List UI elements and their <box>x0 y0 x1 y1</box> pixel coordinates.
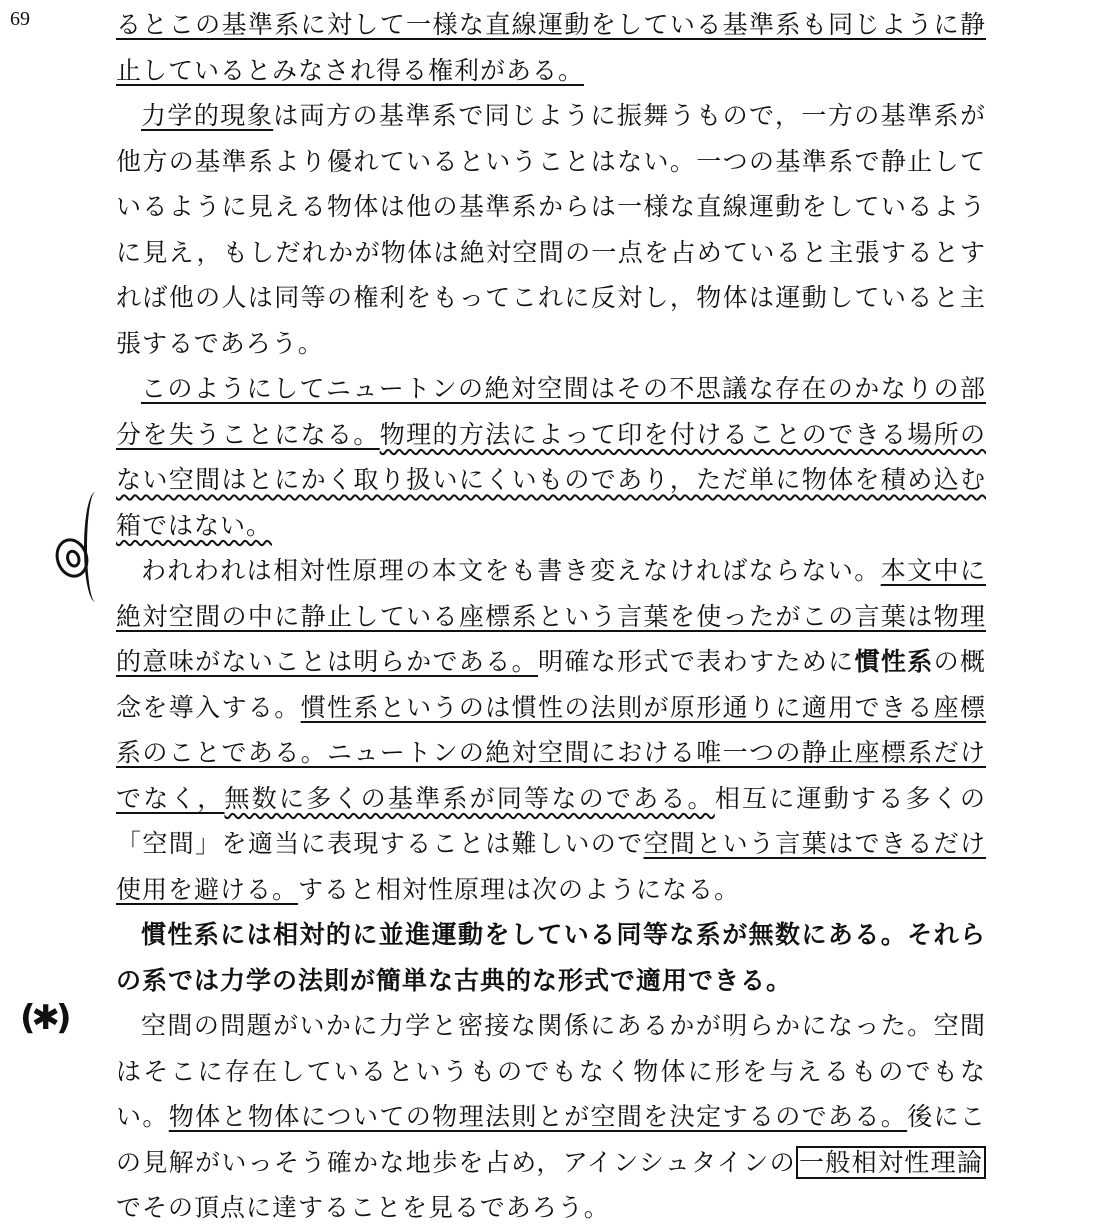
paragraph <box>116 2 986 93</box>
underlined-text: 本文中に絶対空間の中に静止している座標系という言葉を使ったがこの言葉は物理的意味がないことは明らかである。 <box>116 556 986 676</box>
paragraph <box>116 1003 986 1231</box>
underlined-text: 空間という言葉はできるだけ使用を避ける。 <box>116 829 986 904</box>
boxed-term: 一般相対性理論 <box>796 1146 986 1179</box>
paragraph <box>116 93 986 366</box>
text-segment: は両方の基準系で同じように振舞うもので，一方の基準系が他方の基準系より優れているということはない。一つの基準系で静止しているように見える物体は他の基準系からは一様な直線運動をしているように見え，もしだれかが物体は絶対空間の一点を占めていると主張するとすれば他の人は同等の権利をもってこれに反対し，物体は運動していると主張するであろう。 <box>116 101 986 358</box>
wavy-underlined-text: 物理的方法によって印を付けることのできる場所のない空間はとにかく取り扱いにくいものであり，ただ単に物体を積め込む箱ではない。 <box>116 419 986 540</box>
page-number: 69 <box>10 8 30 30</box>
bold-term: 慣性系 <box>854 647 934 676</box>
paragraph <box>116 548 986 912</box>
text-segment: 慣性系には相対的に並進運動をしている同等な系が無数にある。それらの系では力学の法則が簡単な古典的な形式で適用できる。 <box>116 920 986 995</box>
text-segment: 空間の問題がいかに力学と密接な関係にあるかが明らかになった。空間はそこに存在しているというものでもなく物体に形を与えるものでもない。 <box>116 1011 986 1131</box>
star-mark-icon: (✱) <box>20 998 68 1038</box>
text-segment: すると相対性原理は次のようになる。 <box>298 874 741 904</box>
text-segment: われわれは相対性原理の本文をも書き変えなければならない。 <box>141 556 881 585</box>
underlined-text: 力学的現象 <box>141 101 274 130</box>
underlined-text: るとこの基準系に対して一様な直線運動をしている基準系も同じように静止しているとみなされ得る権利がある。 <box>116 10 986 85</box>
underlined-text: 慣性系というのは慣性の法則が原形通りに適用できる座標系のことである。 <box>116 692 986 767</box>
paragraph <box>116 366 986 548</box>
paragraph <box>116 912 986 1003</box>
text-segment: 相互に運動する多くの「空間」を適当に表現することは難しいので <box>116 783 986 858</box>
text-segment: 明確な形式で表わすために <box>537 647 855 676</box>
underlined-text: 物体と物体についての物理法則とが空間を決定するのである。 <box>168 1102 908 1131</box>
wavy-underlined-text: 無数に多くの基準系が同等なのである。 <box>224 783 715 813</box>
text-segment: 後にこの見解がいっそう確かな地歩を占め，アインシュタインの <box>116 1102 986 1177</box>
text-segment: でその頂点に達することを見るであろう。 <box>116 1193 610 1222</box>
margin-bracket-mark <box>84 492 107 602</box>
underlined-text: ニュートンの絶対空間における唯一つの静止座標系だけでなく， <box>116 738 986 813</box>
text-segment: の概念を導入する。 <box>116 647 986 722</box>
body-text <box>116 2 986 1231</box>
underlined-text: このようにしてニュートンの絶対空間はその不思議な存在のかなりの部分を失うことになる。 <box>116 374 986 449</box>
